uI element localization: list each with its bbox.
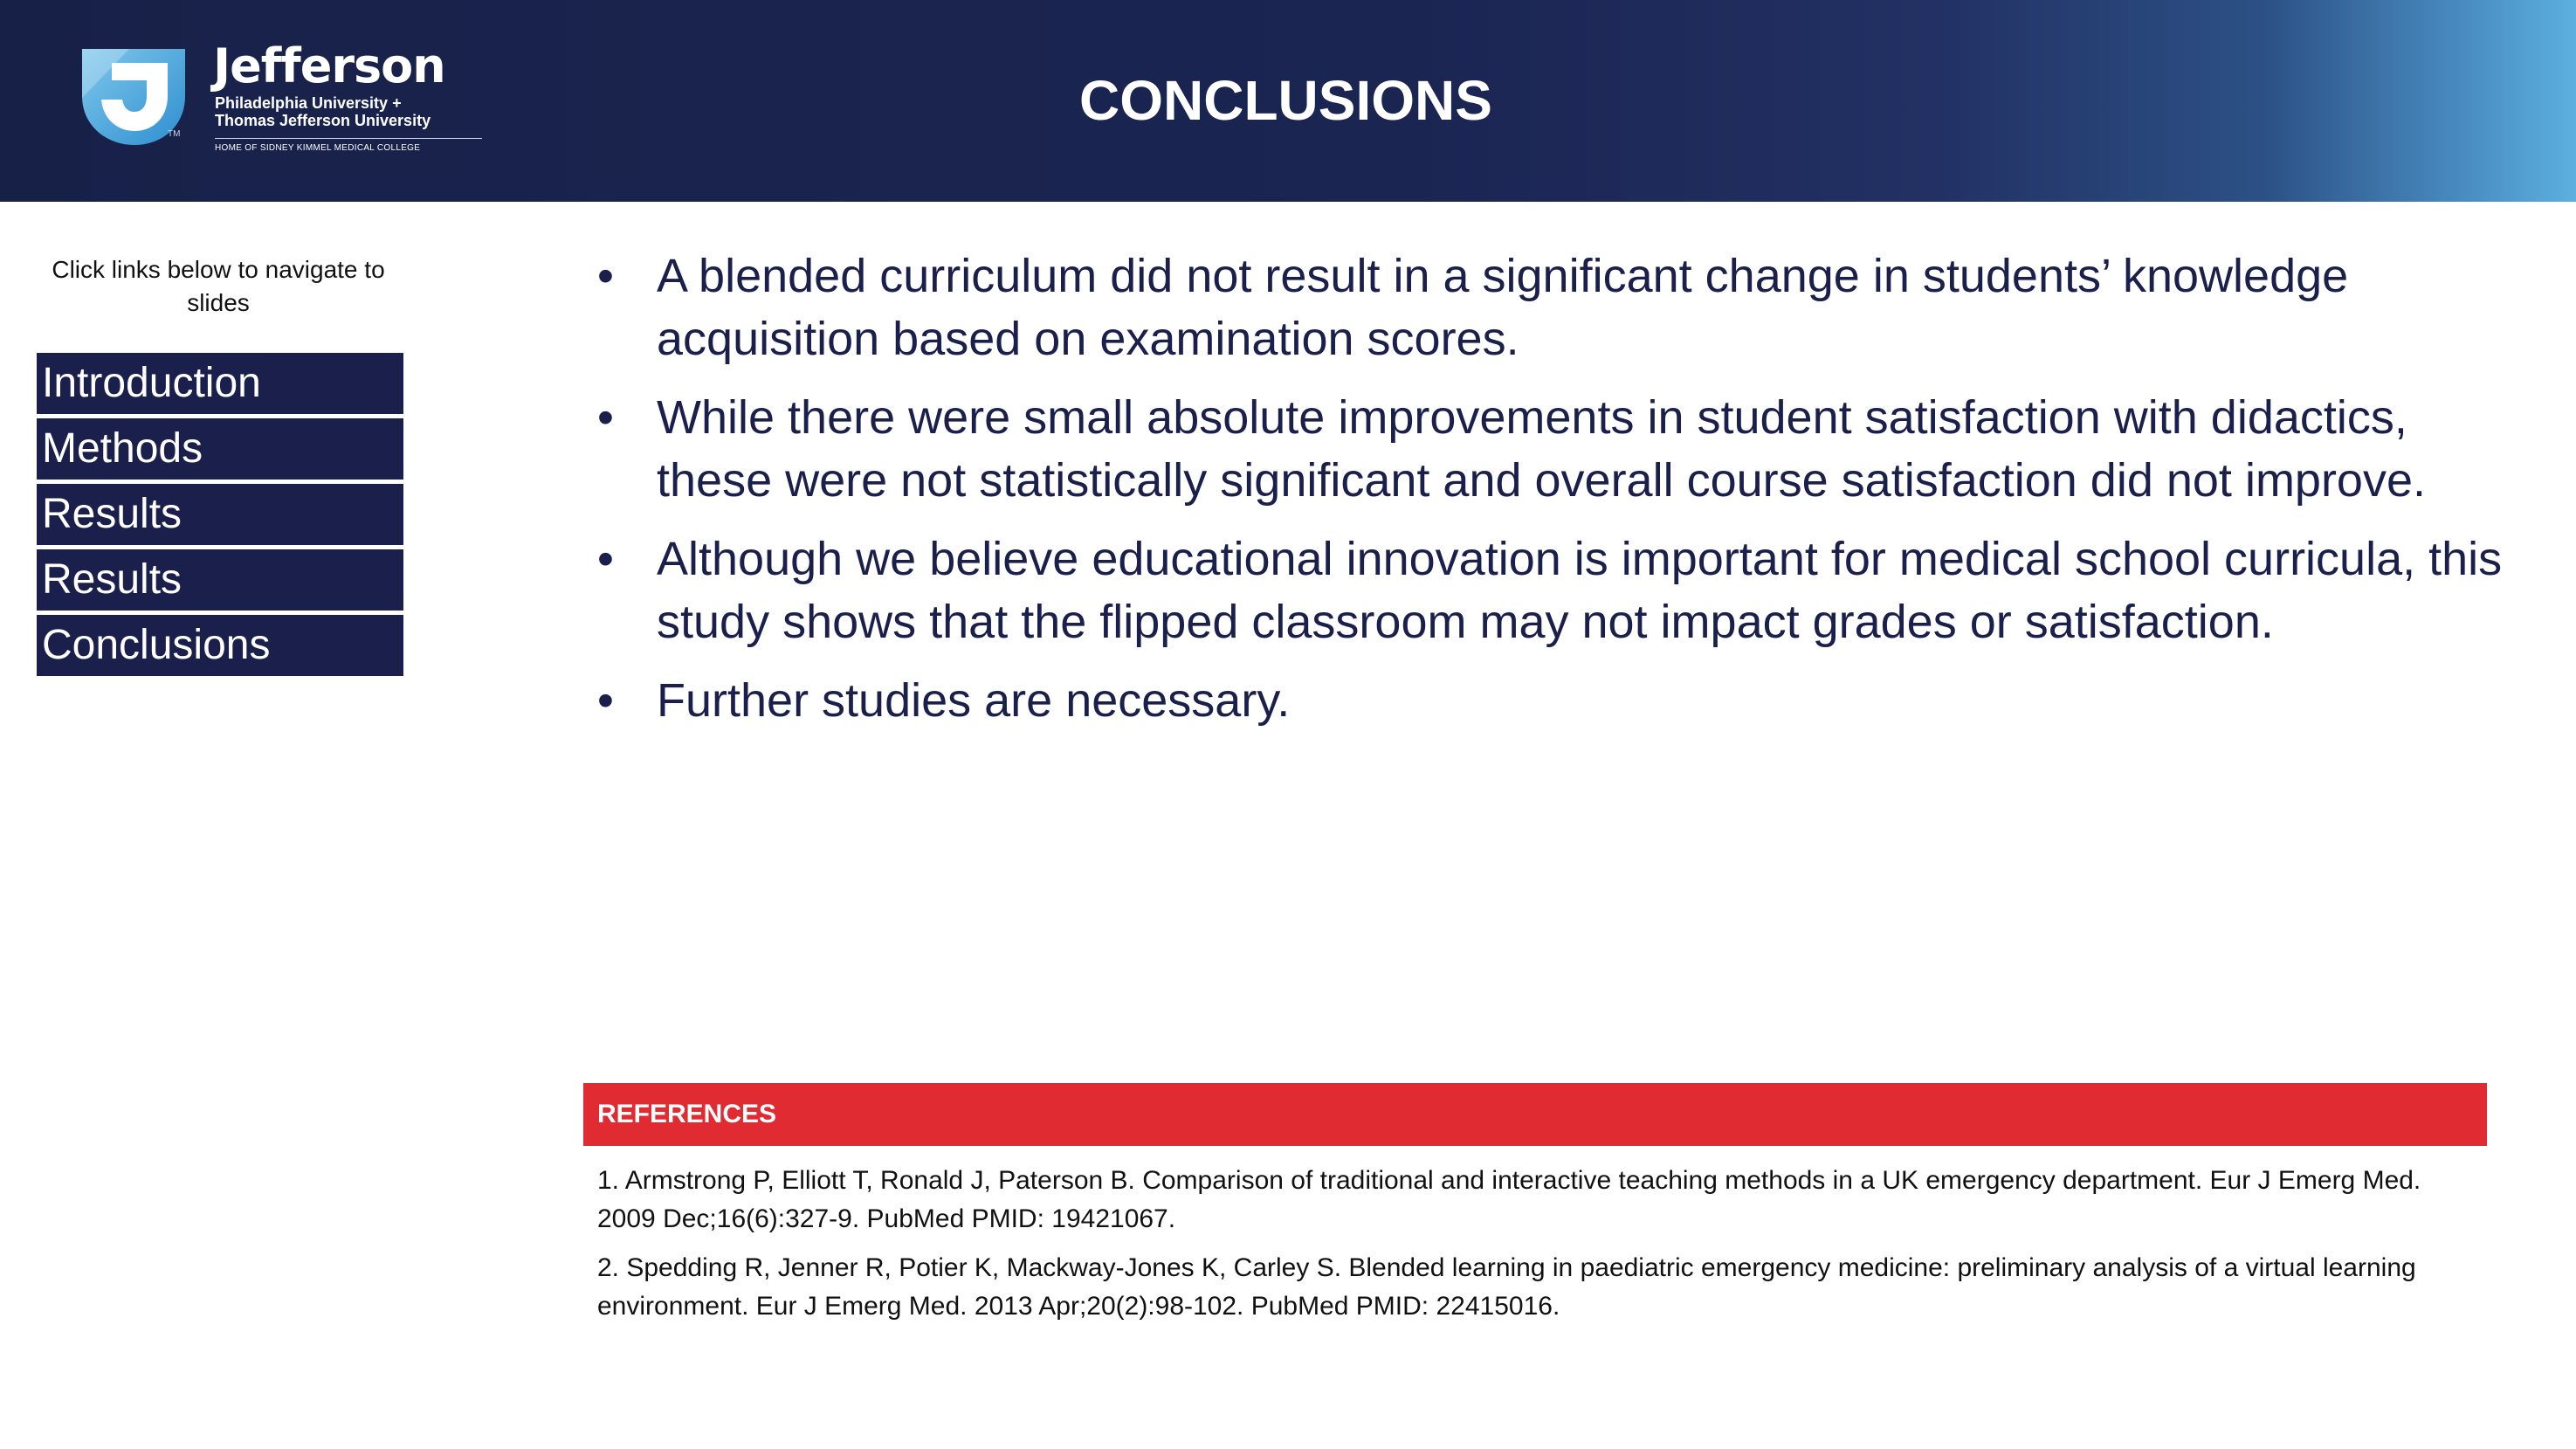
header-banner	[0, 0, 2576, 202]
logo-tagline: HOME OF SIDNEY KIMMEL MEDICAL COLLEGE	[215, 143, 421, 153]
nav-link-introduction[interactable]: Introduction	[37, 353, 403, 414]
references-list	[597, 1162, 2475, 1336]
conclusion-item	[594, 528, 2506, 653]
bullet-icon: •	[597, 674, 614, 727]
conclusion-item	[594, 245, 2506, 370]
logo-wordmark: Jefferson	[213, 38, 445, 93]
jefferson-logo	[77, 38, 496, 164]
references-header	[583, 1083, 2487, 1146]
logo-subtitle-line2: Thomas Jefferson University	[215, 112, 431, 129]
conclusions-list	[594, 245, 2506, 748]
nav-link-results-1[interactable]: Results	[37, 484, 403, 545]
references-title: REFERENCES	[597, 1100, 777, 1128]
conclusion-item	[594, 386, 2506, 512]
conclusion-text: A blended curriculum did not result in a significant change in students’ knowledge acquisition based on examination scores.	[657, 250, 2349, 365]
conclusion-text: Although we believe educational innovation is important for medical school curricula, this study shows that the flipped classroom may not impact grades or satisfaction.	[657, 533, 2503, 648]
slide-navigation	[37, 353, 403, 680]
reference-item: 2. Spedding R, Jenner R, Potier K, Mackway-Jones K, Carley S. Blended learning in paediatric emergency medicine: preliminary analysis of a virtual learning environment. Eur J Emerg Med. 2013 Apr;20(2):98-102. PubMed PMID: 22415016.	[597, 1253, 2416, 1321]
slide-title: CONCLUSIONS	[1079, 69, 1492, 132]
nav-link-results-2[interactable]: Results	[37, 549, 403, 611]
trademark-label: TM	[168, 129, 181, 139]
bullet-icon: •	[597, 250, 614, 302]
conclusion-text: While there were small absolute improvements in student satisfaction with didactics, these were not statistically significant and overall course satisfaction did not improve.	[657, 391, 2427, 507]
logo-divider	[215, 138, 482, 139]
conclusion-text: Further studies are necessary.	[657, 674, 1291, 727]
navigation-hint: Click links below to navigate to slides	[52, 256, 385, 316]
reference-item: 1. Armstrong P, Elliott T, Ronald J, Paterson B. Comparison of traditional and interactive teaching methods in a UK emergency department. Eur J Emerg Med. 2009 Dec;16(6):327-9. PubMed PMID: 19421067.	[597, 1166, 2421, 1233]
bullet-icon: •	[597, 533, 614, 585]
nav-link-conclusions[interactable]: Conclusions	[37, 615, 403, 676]
logo-subtitle-line1: Philadelphia University +	[215, 94, 402, 112]
bullet-icon: •	[597, 391, 614, 444]
nav-link-methods[interactable]: Methods	[37, 418, 403, 480]
conclusion-item	[594, 669, 2506, 732]
